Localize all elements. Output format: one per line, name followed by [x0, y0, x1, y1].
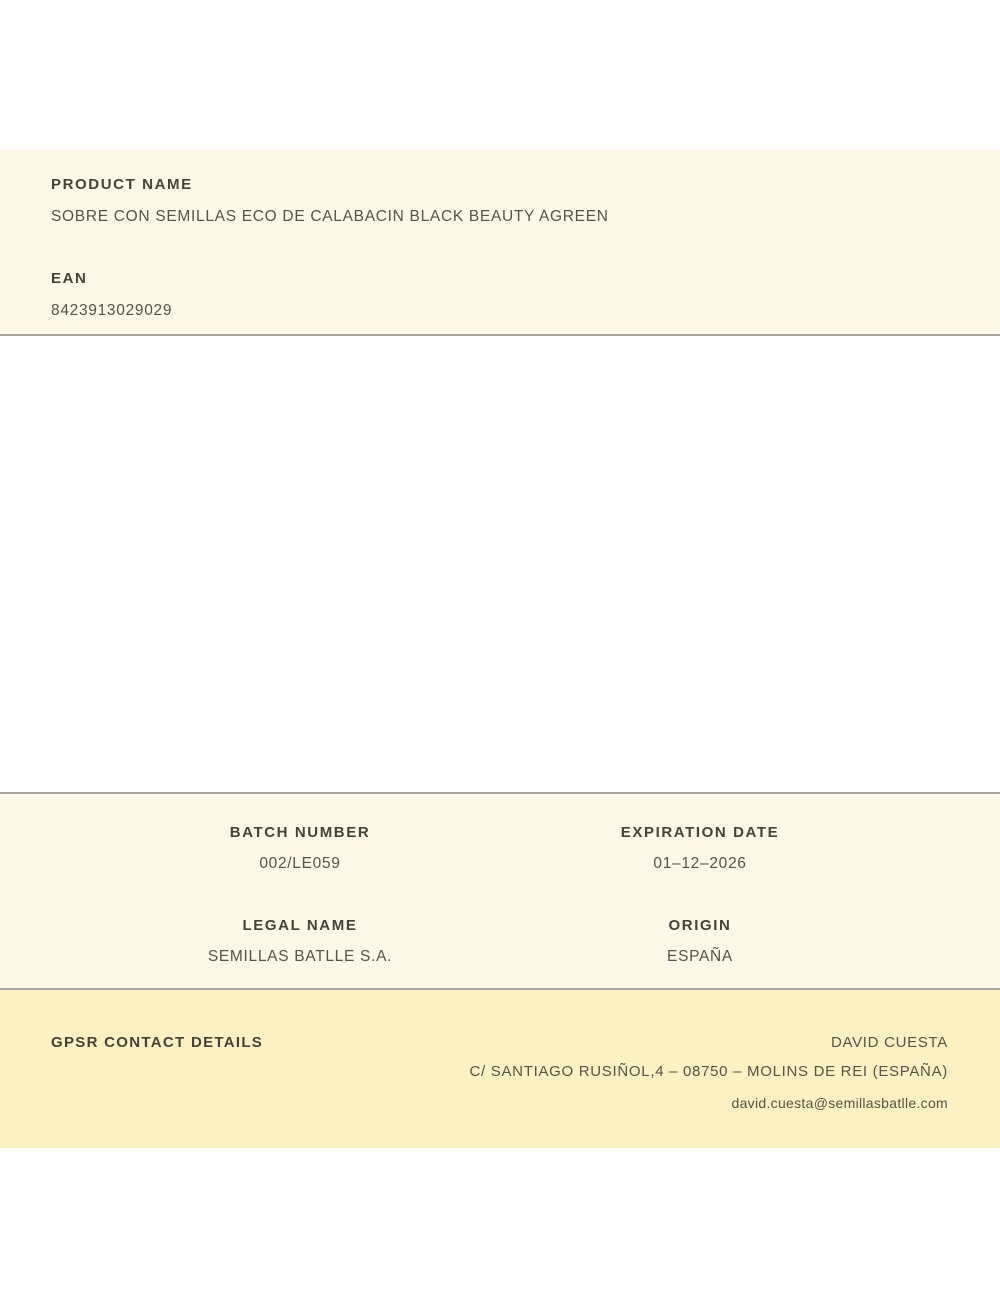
- batch-info-section: [0, 792, 1000, 990]
- batch-number-field: [100, 824, 500, 873]
- batch-info-grid: [100, 824, 900, 966]
- origin-label: ORIGIN: [668, 917, 732, 934]
- expiration-date-field: [500, 824, 900, 873]
- top-whitespace: [0, 0, 1000, 150]
- gpsr-contact-block: [263, 1034, 948, 1111]
- gpsr-contact-name: DAVID CUESTA: [830, 1034, 948, 1051]
- gpsr-contact-title: GPSR CONTACT DETAILS: [51, 1034, 264, 1051]
- ean-label: EAN: [51, 270, 88, 287]
- legal-name-label: LEGAL NAME: [242, 917, 358, 934]
- origin-field: [500, 917, 900, 966]
- ean-field: [51, 270, 949, 320]
- expiration-date-label: EXPIRATION DATE: [620, 824, 780, 841]
- legal-name-field: [100, 917, 500, 966]
- gpsr-contact-section: [0, 990, 1000, 1148]
- product-name-label: PRODUCT NAME: [51, 176, 193, 193]
- gpsr-contact-address: C/ SANTIAGO RUSIÑOL,4 – 08750 – MOLINS DE REI (ESPAÑA): [469, 1063, 948, 1080]
- batch-number-value: 002/LE059: [259, 855, 341, 872]
- middle-whitespace: [0, 336, 1000, 792]
- product-name-value: SOBRE CON SEMILLAS ECO DE CALABACIN BLACK BEAUTY AGREEN: [51, 208, 609, 225]
- batch-number-label: BATCH NUMBER: [229, 824, 371, 841]
- origin-value: ESPAÑA: [667, 948, 733, 965]
- ean-value: 8423913029029: [51, 302, 173, 319]
- expiration-date-value: 01–12–2026: [653, 855, 747, 872]
- product-info-section: [0, 150, 1000, 336]
- gpsr-contact-email: david.cuesta@semillasbatlle.com: [731, 1095, 948, 1111]
- product-name-field: [51, 176, 949, 226]
- legal-name-value: SEMILLAS BATLLE S.A.: [207, 948, 393, 965]
